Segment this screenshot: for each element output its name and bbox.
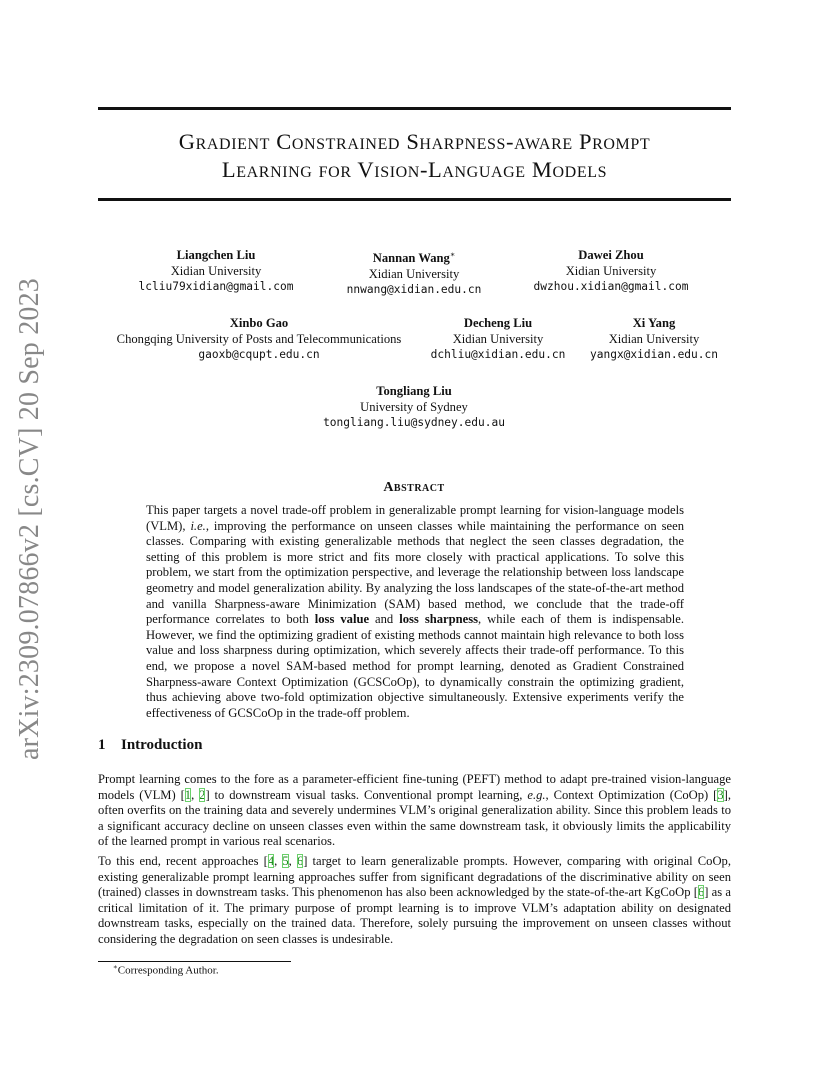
citation-link[interactable]: 4 xyxy=(267,854,275,868)
citation-link[interactable]: 2 xyxy=(199,787,206,802)
author-block xyxy=(431,315,566,363)
intro-paragraph-1 xyxy=(98,772,731,850)
text-segment: , xyxy=(288,854,297,868)
author-block xyxy=(590,315,718,363)
text-segment: , xyxy=(191,787,200,802)
author-block xyxy=(117,315,402,363)
author-affiliation: Chongqing University of Posts and Telecommunications xyxy=(116,332,402,346)
title-rule-top xyxy=(98,107,731,110)
text-segment: , xyxy=(274,854,283,868)
footnote-text: Corresponding Author. xyxy=(117,964,219,977)
citation-link[interactable]: 5 xyxy=(282,854,289,868)
author-block xyxy=(139,247,294,295)
author-email[interactable]: nnwang@xidian.edu.cn xyxy=(346,283,482,297)
author-name-text: Nannan Wang xyxy=(372,251,450,266)
author-name xyxy=(347,247,482,266)
text-emphasis: e.g. xyxy=(527,787,546,802)
abstract-segment: , while each of them is indispensable. However, we find the optimizing gradient of existing methods cannot maintain high relevance to both loss value and loss sharpness during optimization, which severely affects their trade-off performance. To this end, we propose a novel SAM-based method for prompt learning, denoted as Gradient Constrained Sharpness-aware Context Optimization (GCSCoOp), to dynamically constrain the optimizing gradient, thus achieving above two-fold optimization objective simultaneously. Extensive experiments verify the effectiveness of GCSCoOp in the trade-off problem. xyxy=(146,612,684,720)
author-email[interactable]: yangx@xidian.edu.cn xyxy=(590,348,718,361)
author-name: Tongliang Liu xyxy=(376,384,452,398)
paper-title xyxy=(98,128,731,184)
author-name: Decheng Liu xyxy=(463,316,533,330)
author-email[interactable]: dwzhou.xidian@gmail.com xyxy=(533,280,689,293)
abstract-emphasis: i.e. xyxy=(190,518,206,533)
title-line-2: Learning for Vision-Language Models xyxy=(221,157,608,182)
citation-link[interactable]: 6 xyxy=(296,854,304,868)
arxiv-identifier[interactable]: arXiv:2309.07866v2 [cs.CV] 20 Sep 2023 xyxy=(14,277,45,760)
section-title: Introduction xyxy=(121,737,203,753)
author-affiliation: Xidian University xyxy=(452,332,544,346)
footnote-mark: ∗ xyxy=(113,963,118,971)
author-name: Dawei Zhou xyxy=(578,248,644,262)
abstract-segment: , improving the performance on unseen classes while maintaining the performance on seen classes. Comparing with existing generalizable methods that neglect the seen classes degradation, the setting of this problem is more strict and fits more closely with practical applications. To solve this problem, we start from the optimization perspective, and leverage the relationship between loss landscape geometry and model generalization ability. By analyzing the loss landscapes of the state-of-the-art method and vanilla Sharpness-aware Minimization (SAM) based method, we conclude that the trade-off performance correlates to both xyxy=(146,518,684,627)
text-segment: To this end, recent approaches [ xyxy=(98,854,268,868)
author-email[interactable]: dchliu@xidian.edu.cn xyxy=(430,348,566,361)
abstract-segment: and xyxy=(369,612,400,627)
author-email[interactable]: tongliang.liu@sydney.edu.au xyxy=(323,416,505,429)
abstract-segment: This paper targets a novel trade-off problem in generalizable prompt learning for vision-language models (VLM), xyxy=(146,503,684,533)
footnote xyxy=(113,963,219,977)
text-segment: ] to downstream visual tasks. Conventional prompt learning, xyxy=(205,787,528,802)
section-heading-introduction xyxy=(98,737,202,754)
author-affiliation: Xidian University xyxy=(565,264,657,278)
abstract-text xyxy=(146,503,684,721)
author-name: Liangchen Liu xyxy=(176,248,256,262)
citation-link[interactable]: 1 xyxy=(184,787,192,802)
abstract-bold-loss-sharpness: loss sharpness xyxy=(399,612,479,627)
abstract-heading: Abstract xyxy=(383,480,445,495)
abstract-bold-loss-value: loss value xyxy=(314,612,370,627)
title-line-1: Gradient Constrained Sharpness-aware Prompt xyxy=(178,129,651,154)
author-affiliation: Xidian University xyxy=(170,264,262,278)
author-name: Xi Yang xyxy=(632,316,676,330)
author-affiliation: Xidian University xyxy=(608,332,700,346)
author-affiliation: University of Sydney xyxy=(360,400,468,414)
author-email[interactable]: lcliu79xidian@gmail.com xyxy=(138,280,294,293)
intro-paragraph-2 xyxy=(98,854,731,948)
text-segment: ] as a critical limitation of it. The primary purpose of prompt learning is to improve VLM’s adaptation ability on designated downstream tasks, especially on the trained data. Therefore, solely pursuing the improvement on unseen classes without considering the degradation on seen classes is undesirable. xyxy=(98,885,731,946)
citation-link[interactable]: 3 xyxy=(717,787,724,802)
author-block xyxy=(323,383,505,431)
section-number: 1 xyxy=(98,737,106,753)
author-email[interactable]: gaoxb@cqupt.edu.cn xyxy=(198,348,320,361)
corresponding-mark: ∗ xyxy=(449,250,456,259)
author-affiliation: Xidian University xyxy=(368,267,460,282)
text-segment: , Context Optimization (CoOp) [ xyxy=(545,787,718,802)
footnote-rule xyxy=(98,961,291,962)
author-block xyxy=(347,247,482,298)
text-segment: ] target to learn generalizable prompts. However, comparing with original CoOp, existing generalizable prompt learning approaches suffer from significant degradations of the discriminative ability on seen (trained) classes in downstream tasks. This phenomenon has also been acknowledged by the state-of-the-art KgCoOp [ xyxy=(98,854,731,900)
text-segment: Prompt learning comes to the fore as a parameter-efficient fine-tuning (PEFT) method to adapt pre-trained vision-language models (VLM) [ xyxy=(98,772,731,802)
title-rule-bottom xyxy=(98,198,731,201)
author-block xyxy=(534,247,689,295)
author-name: Xinbo Gao xyxy=(229,316,289,330)
text-segment: ], often overfits on the training data and severely undermines VLM’s original generalization ability. Since this problem leads to a significant accuracy decline on unseen classes even within the same downstream task, it obviously limits the applicability of the learned prompt in various real scenarios. xyxy=(98,787,731,849)
citation-link[interactable]: 6 xyxy=(697,885,705,900)
